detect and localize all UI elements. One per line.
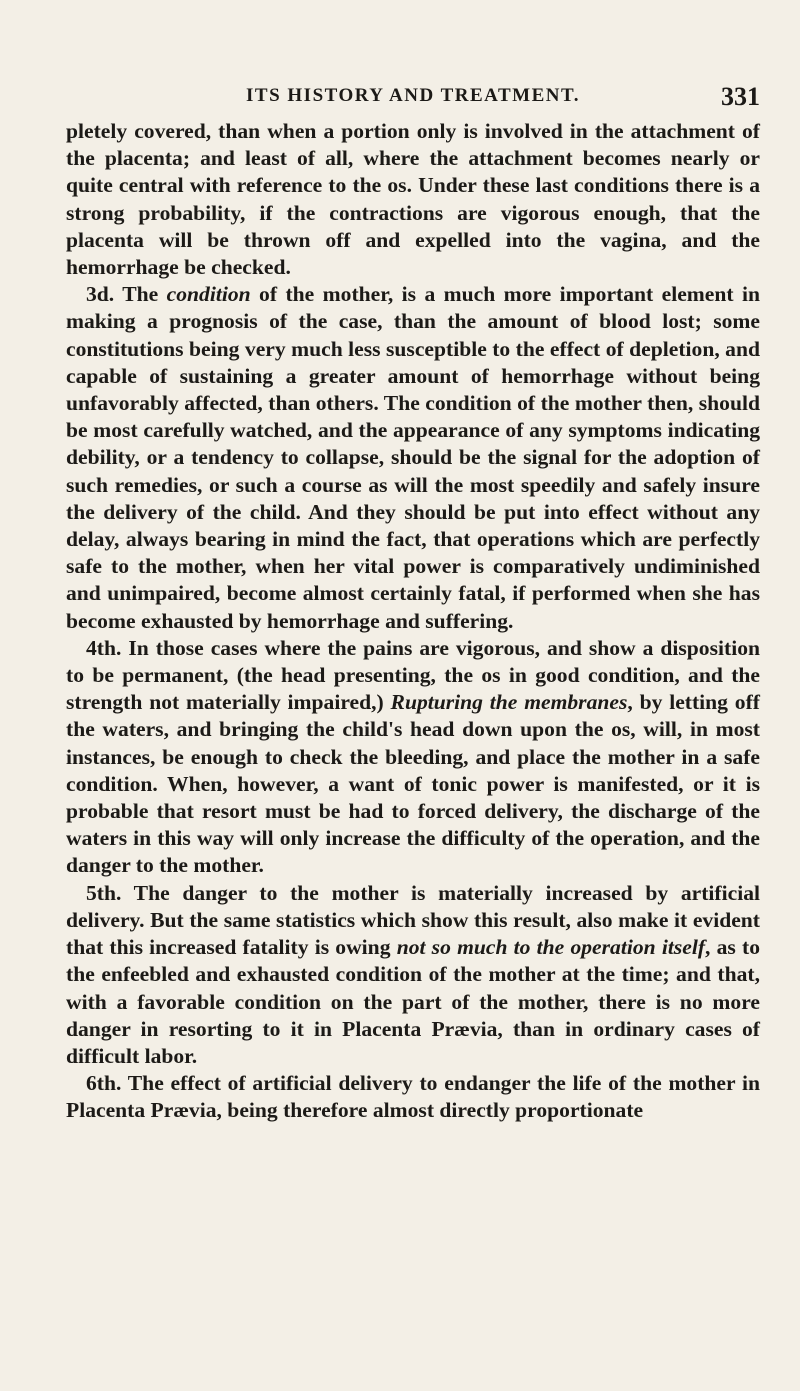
paragraph-3d <box>66 281 760 635</box>
paragraph-text: 4th. In those cases where the pains are vigorous, and show a disposition to be permanent, (the head presenting, the os in good condition, and the strength not materially impaired,) <box>66 635 760 715</box>
running-head <box>66 82 760 118</box>
paragraph-6th <box>66 1070 760 1124</box>
paragraph-text: , as to the enfeebled and exhausted condition of the mother at the time; and that, with a favorable condition on the part of the mother, there is no more danger in resorting to it in Placenta Prævia, than in ordinary cases of difficult labor. <box>66 935 760 1068</box>
italic-term: not so much to the operation itself <box>396 935 706 960</box>
italic-term: Rupturing the membranes <box>390 690 628 715</box>
paragraph-text: 3d. The <box>86 282 167 307</box>
paragraph-text: , by letting off the waters, and bringing the child's head down upon the os, will, in most instances, be enough to check the bleeding, and place the mother in a safe condition. When, however, a want of tonic power is manifested, or it is probable that resort must be had to forced delivery, the discharge of the waters in this way will only increase the difficulty of the operation, and the danger to the mother. <box>66 690 760 878</box>
paragraph-text: 5th. The danger to the mother is materially increased by artificial delivery. But the same statistics which show this result, also make it evident that this increased fatality is owing <box>66 880 760 960</box>
paragraph-4th <box>66 635 760 880</box>
paragraph-continuation <box>66 118 760 281</box>
book-page <box>66 82 760 1125</box>
paragraph-text: of the mother, is a much more important element in making a prognosis of the case, than the amount of blood lost; some constitutions being very much less susceptible to the effect of depletion, and capable of sustaining a greater amount of hemorrhage without being unfavorably affected, than others. The condition of the mother then, should be most carefully watched, and the appearance of any symptoms indicating debility, or a tendency to collapse, should be the signal for the adoption of such remedies, or such a course as will the most speedily and safely insure the delivery of the child. And they should be put into effect without any delay, always bearing in mind the fact, that operations which are perfectly safe to the mother, when her vital power is comparatively undiminished and unimpaired, become almost certainly fatal, if performed when she has become exhausted by hemorrhage and suffering. <box>66 282 760 633</box>
paragraph-text: 6th. The effect of artificial delivery to endanger the life of the mother in Placenta Prævia, being therefore almost directly proportionate <box>66 1071 760 1123</box>
body-text <box>66 118 760 1125</box>
page-number: 331 <box>721 82 760 111</box>
paragraph-text: pletely covered, than when a portion only is involved in the attachment of the placenta; and least of all, where the attachment becomes nearly or quite central with reference to the os. Under these last conditions there is a strong probability, if the contractions are vigorous enough, that the placenta will be thrown off and expelled into the vagina, and the hemorrhage be checked. <box>66 119 760 280</box>
running-title: ITS HISTORY AND TREATMENT. <box>246 85 580 106</box>
paragraph-5th <box>66 880 760 1070</box>
italic-term: condition <box>166 282 251 307</box>
